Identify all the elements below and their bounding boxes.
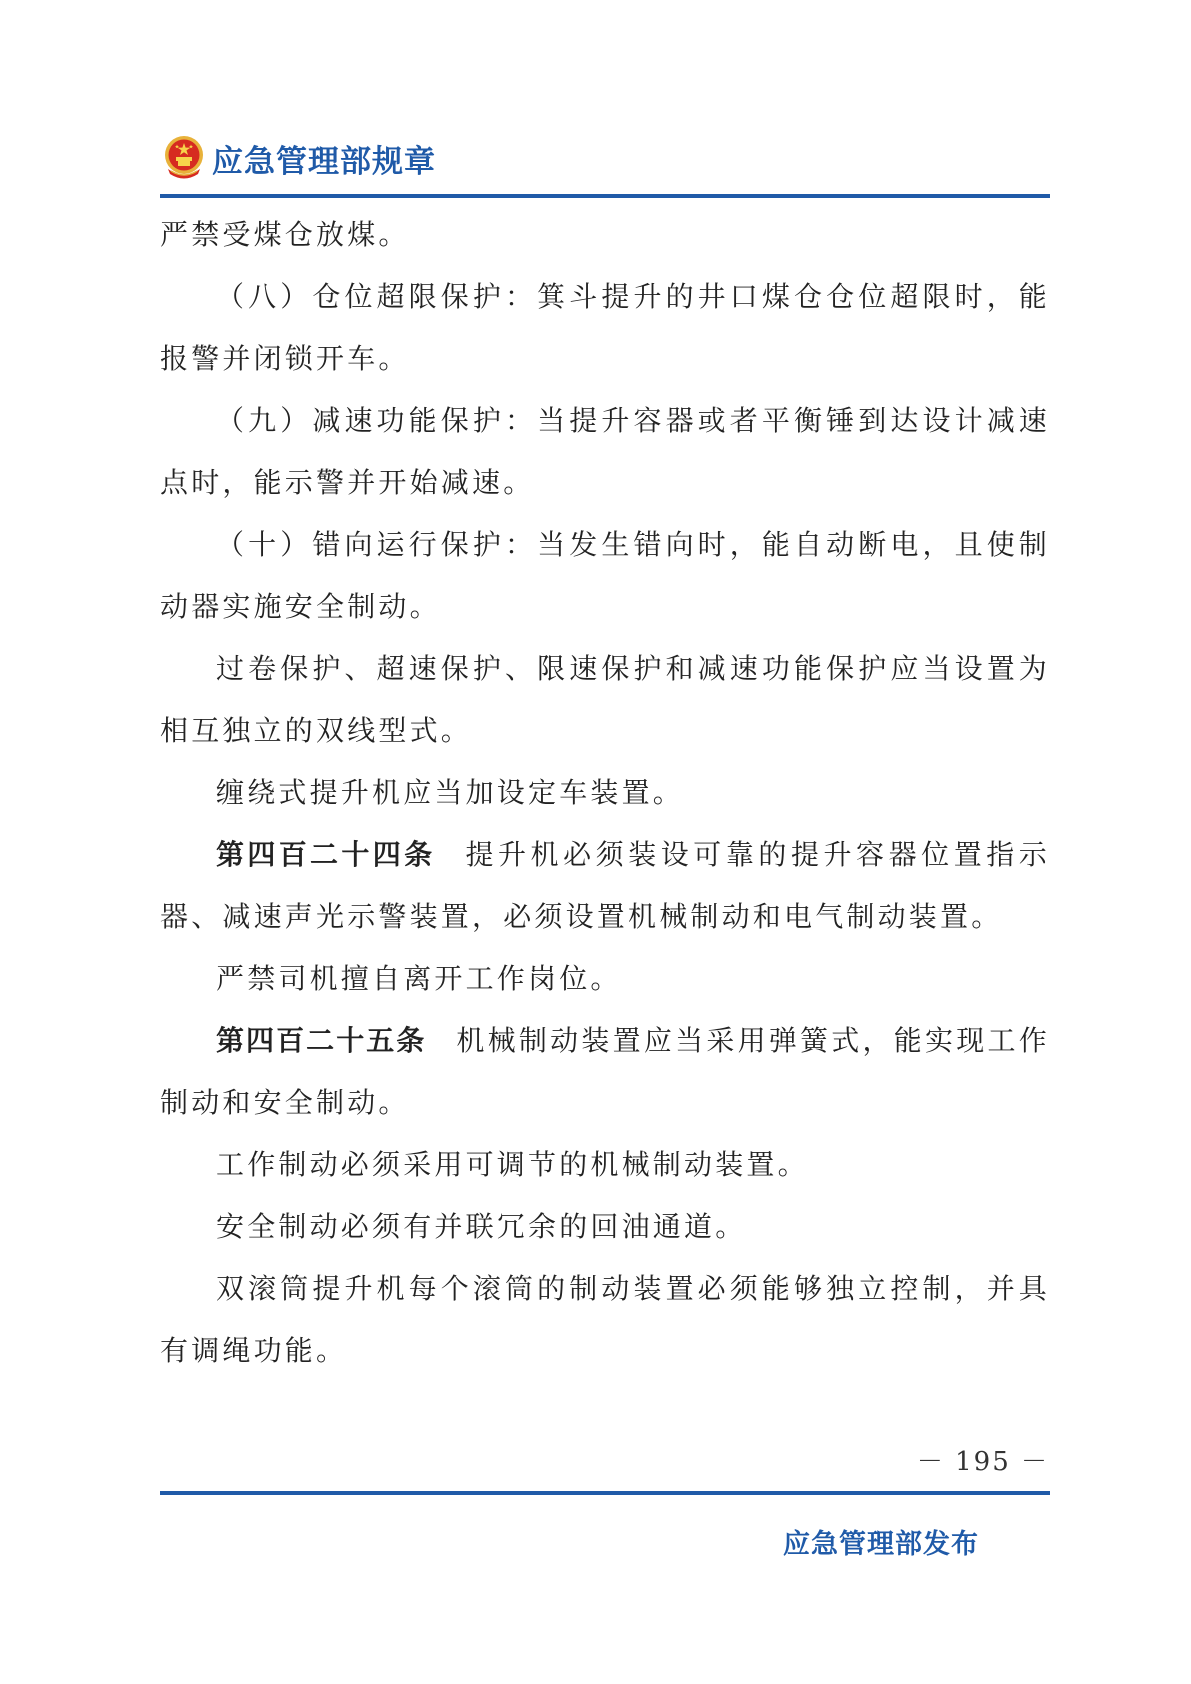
paragraph: 双滚筒提升机每个滚筒的制动装置必须能够独立控制，并具有调绳功能。 (160, 1272, 1050, 1367)
paragraph: 严禁司机擅自离开工作岗位。 (216, 962, 622, 995)
paragraph: 安全制动必须有并联冗余的回油通道。 (216, 1210, 747, 1243)
paragraph: 缠绕式提升机应当加设定车装置。 (216, 776, 685, 809)
article-paragraph: 第四百二十四条 提升机必须装设可靠的提升容器位置指示器、减速声光示警装置，必须设置机械制动和电气制动装置。 (160, 838, 1050, 933)
article-label: 第四百二十四条 (216, 838, 436, 871)
header-title: 应急管理部规章 (212, 143, 436, 180)
paragraph: （十）错向运行保护：当发生错向时，能自动断电，且使制动器实施安全制动。 (160, 528, 1050, 623)
paragraph: （九）减速功能保护：当提升容器或者平衡锤到达设计减速点时，能示警并开始减速。 (160, 404, 1050, 499)
paragraph: （八）仓位超限保护：箕斗提升的井口煤仓仓位超限时，能报警并闭锁开车。 (160, 280, 1050, 375)
header-divider (160, 194, 1050, 198)
paragraph: 工作制动必须采用可调节的机械制动装置。 (216, 1148, 809, 1181)
footer-publisher: 应急管理部发布 (783, 1529, 979, 1560)
footer-divider (160, 1491, 1050, 1495)
national-emblem-icon (162, 135, 206, 181)
paragraph: 过卷保护、超速保护、限速保护和减速功能保护应当设置为相互独立的双线型式。 (160, 652, 1050, 747)
page-header (162, 130, 436, 186)
page-number: － 195 － (916, 1447, 1049, 1477)
document-body (160, 204, 1050, 1382)
article-paragraph: 第四百二十五条 机械制动装置应当采用弹簧式，能实现工作制动和安全制动。 (160, 1024, 1050, 1119)
paragraph: 严禁受煤仓放煤。 (160, 218, 410, 251)
article-label: 第四百二十五条 (216, 1024, 427, 1057)
